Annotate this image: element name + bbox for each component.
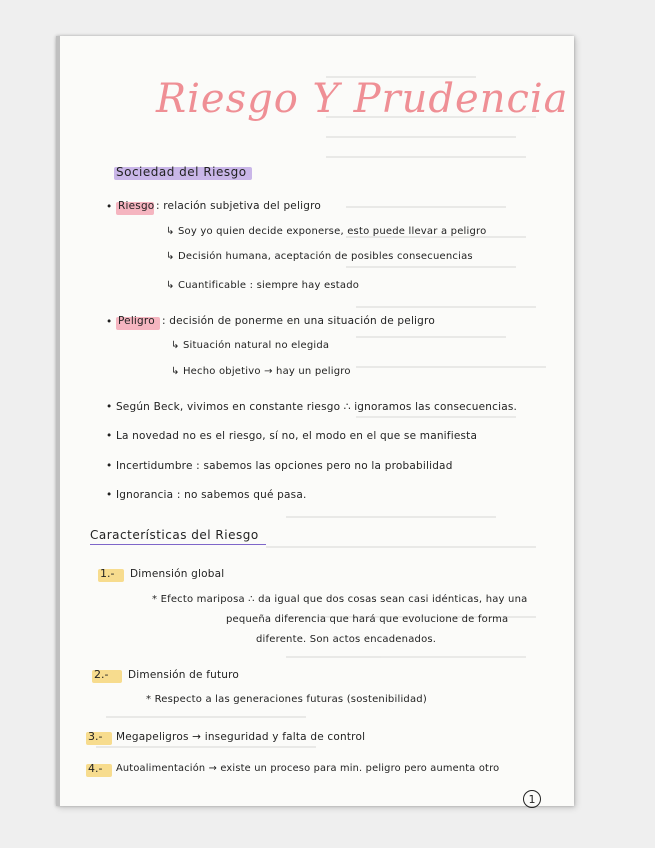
heading-underline <box>90 540 266 545</box>
bullet-ignorancia: • Ignorancia : no sabemos qué pasa. <box>106 489 307 501</box>
riesgo-sub-3: ↳ Cuantificable : siempre hay estado <box>166 280 360 291</box>
riesgo-definition: : relación subjetiva del peligro <box>156 200 321 212</box>
point-detail-1b: pequeña diferencia que hará que evolucione de forma <box>226 614 509 625</box>
point-detail-2: * Respecto a las generaciones futuras (sostenibilidad) <box>146 694 427 705</box>
point-number-3: 3.- <box>88 730 103 743</box>
bleed-through <box>56 36 574 806</box>
term-peligro: Peligro <box>118 315 155 327</box>
point-detail-1a: * Efecto mariposa ∴ da igual que dos cosas sean casi idénticas, hay una <box>152 594 528 605</box>
bullet-icon: • <box>106 201 113 213</box>
point-label-1: Dimensión global <box>130 568 225 580</box>
point-detail-1c: diferente. Son actos encadenados. <box>256 634 437 645</box>
point-label-3: Megapeligros → inseguridad y falta de control <box>116 731 366 743</box>
riesgo-sub-1: ↳ Soy yo quien decide exponerse, esto puede llevar a peligro <box>166 226 487 237</box>
page-edge <box>56 36 60 806</box>
bullet-incertidumbre: • Incertidumbre : sabemos las opciones pero no la probabilidad <box>106 460 453 472</box>
bullet-beck: • Según Beck, vivimos en constante riesgo ∴ ignoramos las consecuencias. <box>106 401 518 413</box>
point-number-4: 4.- <box>88 762 103 775</box>
section-heading-caracteristicas: Características del Riesgo <box>90 528 259 542</box>
peligro-sub-1: ↳ Situación natural no elegida <box>171 340 330 351</box>
section-heading-sociedad: Sociedad del Riesgo <box>116 165 247 179</box>
notebook-page <box>56 36 574 806</box>
page-title: Riesgo Y Prudencia <box>156 76 569 122</box>
term-riesgo: Riesgo <box>118 200 155 212</box>
point-number-2: 2.- <box>94 668 109 681</box>
peligro-sub-2: ↳ Hecho objetivo → hay un peligro <box>171 366 351 377</box>
bullet-icon: • <box>106 316 113 328</box>
page-number: 1 <box>523 790 541 808</box>
point-label-4: Autoalimentación → existe un proceso para min. peligro pero aumenta otro <box>116 763 500 774</box>
peligro-definition: : decisión de ponerme en una situación de peligro <box>162 315 435 327</box>
point-label-2: Dimensión de futuro <box>128 669 240 681</box>
point-number-1: 1.- <box>100 567 115 580</box>
bullet-novedad: • La novedad no es el riesgo, sí no, el modo en el que se manifiesta <box>106 430 478 442</box>
riesgo-sub-2: ↳ Decisión humana, aceptación de posibles consecuencias <box>166 251 473 262</box>
